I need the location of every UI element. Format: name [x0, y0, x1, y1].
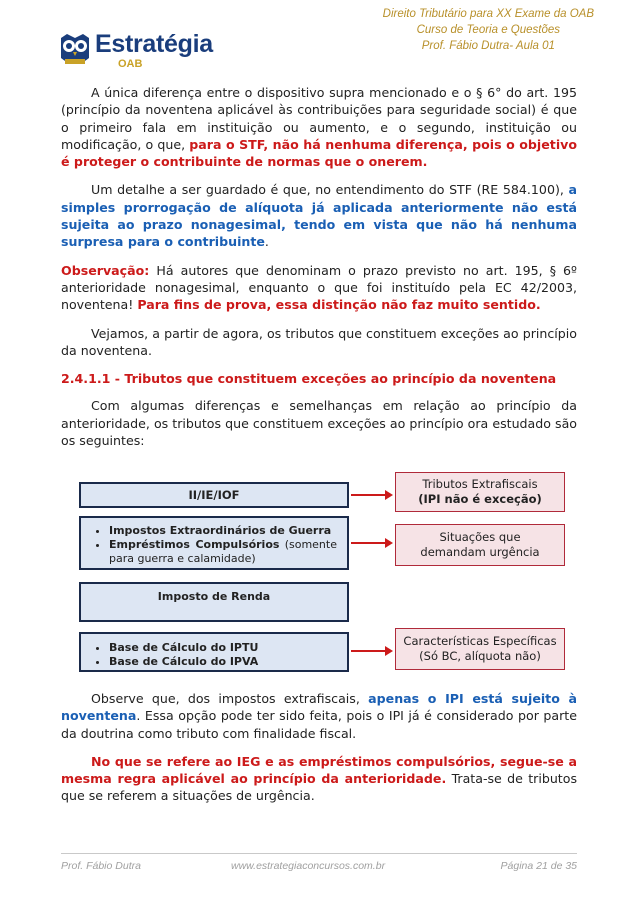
p6-highlight: apenas o IPI está sujeito à noventena — [61, 691, 577, 724]
war-loans-list — [87, 524, 337, 566]
header-lesson: Prof. Fábio Dutra- Aula 01 — [421, 40, 555, 52]
box1-label: II/IE/IOF — [188, 488, 240, 502]
specific-note: (Só BC, alíquota não) — [419, 649, 541, 663]
list-item: • Base de Cálculo do IPTU — [109, 641, 337, 655]
paragraph-5: Com algumas diferenças e semelhanças em relação ao princípio da anterioridade, os tributos que constituem exceções ao princípio ora estudado são os seguintes: — [61, 398, 577, 449]
paragraph-2 — [61, 181, 577, 250]
diagram-box-war-loans — [79, 516, 349, 570]
p2-end: . — [264, 234, 269, 250]
arrow-3 — [351, 650, 391, 652]
p2-text: Um detalhe a ser guardado é que, no entendimento do STF (RE 584.100), — [91, 182, 569, 198]
logo-oab: OAB — [118, 58, 143, 70]
paragraph-6 — [61, 690, 577, 742]
exceptions-diagram — [61, 466, 581, 676]
diagram-box-income-tax — [79, 582, 349, 622]
footer-page: Página 21 de 35 — [500, 860, 577, 872]
page-footer — [61, 853, 577, 872]
p7-text: Trata-se de tributos que se referem a situações de urgência. — [61, 771, 578, 804]
header-subtitle: Curso de Teoria e Questões — [416, 24, 561, 36]
p1-highlight: para o STF, não há nenhuma diferença, pois o objetivo é proteger o contribuinte de normas que o onerem. — [61, 136, 577, 170]
extrafiscal-label: Tributos Extrafiscais — [422, 477, 538, 491]
p7-highlight: No que se refere ao IEG e as empréstimos compulsórios, segue-se a mesma regra aplicável ao princípio da anterioridade. — [61, 753, 577, 787]
main-content — [61, 84, 577, 460]
observation-label: Observação: — [61, 262, 150, 278]
ipi-note: (IPI não é exceção) — [418, 492, 542, 506]
diagram-box-specific — [395, 628, 565, 670]
paragraph-1 — [61, 84, 577, 170]
list-item: • Impostos Extraordinários de Guerra — [109, 524, 337, 538]
header-course: Direito Tributário para XX Exame da OAB — [382, 8, 594, 20]
footer-site: www.estrategiaconcursos.com.br — [231, 860, 386, 872]
p2-highlight: a simples prorrogação de alíquota já aplicada anteriormente não está sujeita ao prazo nonagesimal, tendo em vista que não há nenhuma surpresa para o contribuinte — [61, 182, 577, 250]
owl-icon — [58, 32, 92, 68]
diagram-box-extrafiscal — [395, 472, 565, 512]
iptu-ipva-list — [87, 641, 337, 669]
p1-text: A única diferença entre o dispositivo supra mencionado e o § 6° do art. 195 (princípio da noventena aplicável às contribuições para seguridade social) é que o primeiro fala em instituição ou aumento, e o segundo, instituição ou modificação, o que, — [61, 85, 577, 152]
p3-text: Há autores que denominam o prazo previsto no art. 195, § 6º anterioridade nonagesimal, enquanto o que foi instituído pela EC 42/2003, noventena! — [61, 262, 577, 313]
specific-label: Características Específicas — [403, 634, 557, 648]
paragraph-4: Vejamos, a partir de agora, os tributos que constituem exceções ao princípio da noventena. — [61, 325, 577, 358]
urgency-label: Situações que demandam urgência — [420, 530, 540, 559]
p6-end: . Essa opção pode ter sido feita, pois o IPI já é considerado por parte da doutrina como tributo com finalidade fiscal. — [61, 708, 577, 741]
diagram-box-urgency — [395, 524, 565, 566]
observation-paragraph — [61, 262, 577, 314]
estrategia-logo — [58, 30, 213, 76]
footer-author: Prof. Fábio Dutra — [61, 860, 141, 872]
arrow-2 — [351, 542, 391, 544]
section-title: 2.4.1.1 - Tributos que constituem exceções ao princípio da noventena — [61, 371, 557, 387]
closing-content — [61, 690, 577, 816]
diagram-box-ii-ie-iof — [79, 482, 349, 508]
paragraph-7 — [61, 753, 577, 805]
document-header — [383, 6, 594, 54]
logo-wordmark: Estratégia — [95, 30, 213, 58]
diagram-box-iptu-ipva — [79, 632, 349, 672]
list-item: • Base de Cálculo do IPVA — [109, 655, 337, 669]
list-item: • Empréstimos Compulsórios (somente para guerra e calamidade) — [109, 538, 337, 566]
p6-text: Observe que, dos impostos extrafiscais, — [91, 691, 369, 706]
p3-highlight: Para fins de prova, essa distinção não faz muito sentido. — [137, 297, 541, 313]
box3-label: Imposto de Renda — [157, 590, 271, 603]
arrow-1 — [351, 494, 391, 496]
